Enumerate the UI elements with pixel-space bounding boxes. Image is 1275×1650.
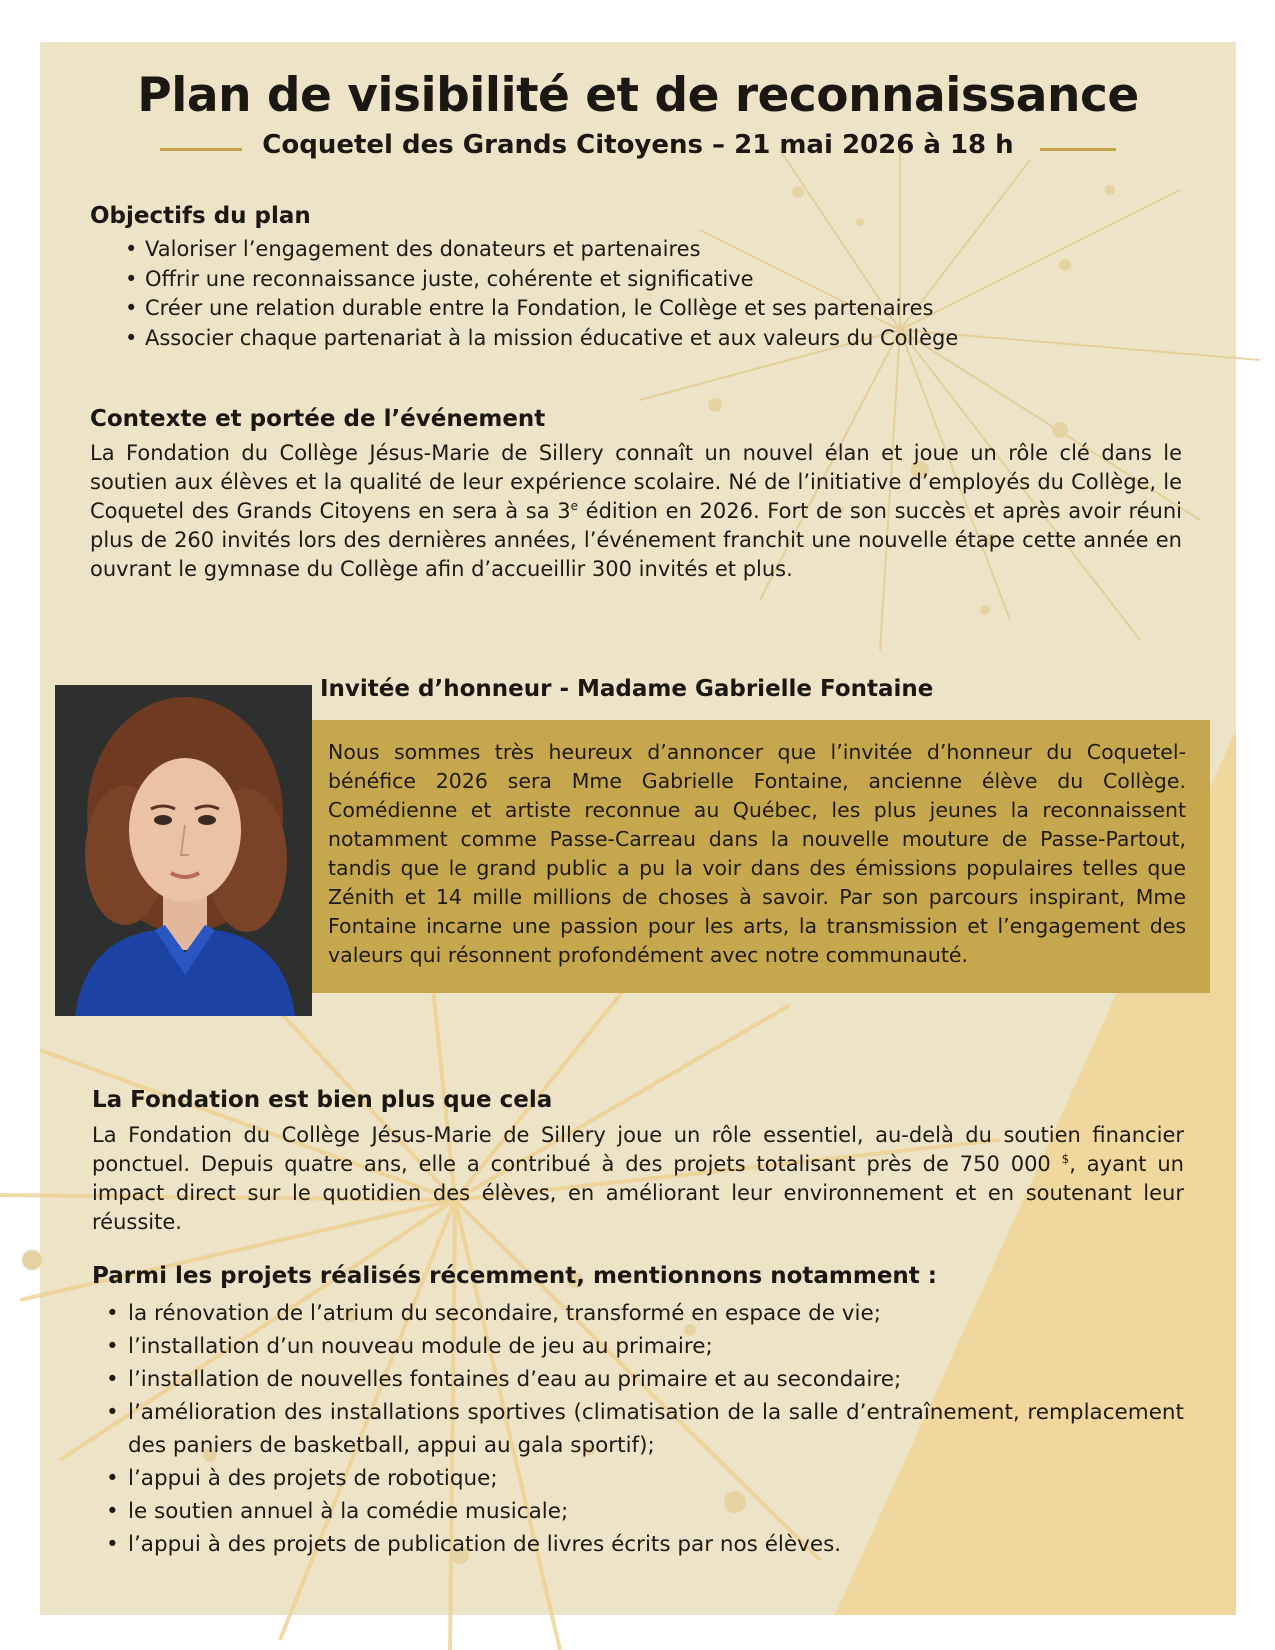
list-item: • Valoriser l’engagement des donateurs et partenaires [125,237,701,261]
objectives-heading: Objectifs du plan [90,203,311,229]
list-item: • l’amélioration des installations sportives (climatisation de la salle d’entraînement, remplacement des paniers de basketball, appui au gala sportif); [106,1400,1184,1458]
subtitle-rule-right [1040,148,1116,151]
honor-heading: Invitée d’honneur - Madame Gabrielle Fontaine [320,676,934,702]
foundation-heading: La Fondation est bien plus que cela [92,1087,553,1113]
list-item: • l’installation de nouvelles fontaines d’eau au primaire et au secondaire; [106,1367,902,1392]
page-subtitle: Coquetel des Grands Citoyens – 21 mai 2026 à 18 h [262,130,1014,160]
projects-heading: Parmi les projets réalisés récemment, mentionnons notamment : [92,1263,937,1289]
context-heading: Contexte et portée de l’événement [90,406,546,432]
foundation-section [92,1087,1184,1237]
list-item: • Offrir une reconnaissance juste, cohérente et significative [125,266,754,291]
list-item: • la rénovation de l’atrium du secondaire, transformé en espace de vie; [106,1301,881,1326]
honor-paragraph: Nous sommes très heureux d’annoncer que l’invitée d’honneur du Coquetel-bénéfice 2026 sera Mme Gabrielle Fontaine, ancienne élève du Collège. Comédienne et artiste reconnue au Québec, les plus jeunes la reconnaissent notamment comme Passe-Carreau dans la nouvelle mouture de Passe-Partout, tandis que le grand public a pu la voir dans des émissions populaires telles que Zénith et 14 mille millions de choses à savoir. Par son parcours inspirant, Mme Fontaine incarne une passion pour les arts, la transmission et l’engagement des valeurs qui résonnent profondément avec notre communauté. [328,740,1186,967]
list-item: • Créer une relation durable entre la Fondation, le Collège et ses partenaires [125,296,934,320]
objectives-section [90,203,1180,353]
projects-list [106,1297,1184,1561]
projects-section [92,1263,1184,1561]
list-item: • l’installation d’un nouveau module de jeu au primaire; [106,1334,713,1359]
list-item: • l’appui à des projets de publication de livres écrits par nos élèves. [106,1532,842,1557]
context-paragraph: La Fondation du Collège Jésus-Marie de Sillery connaît un nouvel élan et joue un rôle clé dans le soutien aux élèves et la qualité de leur expérience scolaire. Né de l’initiative d’employés du Collège, le Coquetel des Grands Citoyens en sera à sa 3e édition en 2026. Fort de son succès et après avoir réuni plus de 260 invités lors des dernières années, l’événement franchit une nouvelle étape cette année en ouvrant le gymnase du Collège afin d’accueillir 300 invités et plus. [90,441,1182,581]
subtitle-row [40,130,1236,170]
context-section [90,406,1182,584]
list-item: • le soutien annuel à la comédie musicale; [106,1499,569,1524]
page-title: Plan de visibilité et de reconnaissance [137,68,1139,123]
guest-portrait [55,685,312,1016]
objectives-list [125,235,1180,353]
foundation-paragraph: La Fondation du Collège Jésus-Marie de Sillery joue un rôle essentiel, au-delà du soutien financier ponctuel. Depuis quatre ans, elle a contribué à des projets totalisant près de 750 000 $, ayant un impact direct sur le quotidien des élèves, en améliorant leur environnement et en soutenant leur réussite. [92,1123,1184,1234]
portrait-illustration [55,685,312,1016]
list-item: • l’appui à des projets de robotique; [106,1466,498,1491]
list-item: • Associer chaque partenariat à la mission éducative et aux valeurs du Collège [125,325,959,350]
